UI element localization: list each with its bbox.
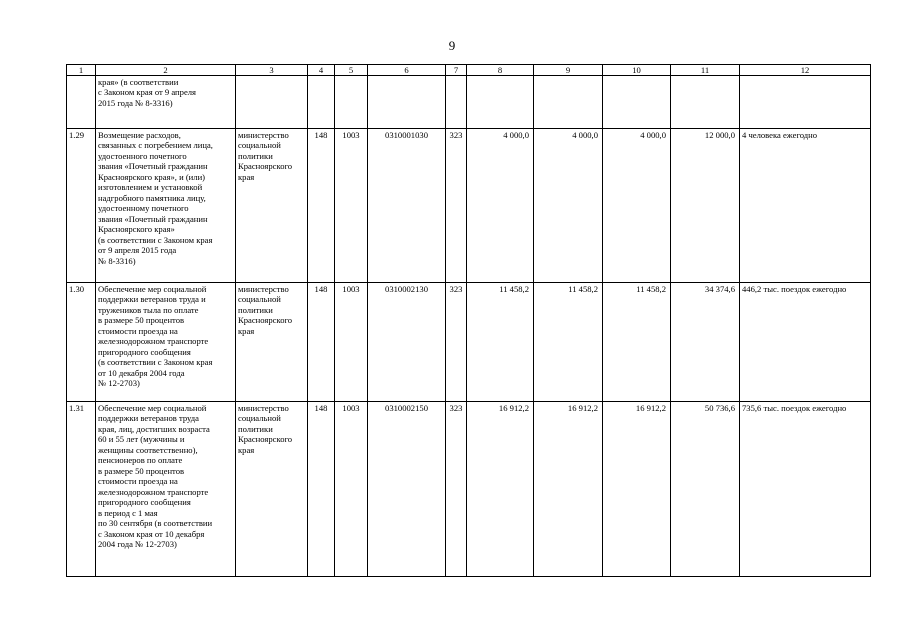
responsible-agency: министерство социальной политики Красноярского края [236, 402, 308, 577]
expected-result: 4 человека ежегодно [740, 129, 871, 283]
amount-cell [467, 76, 534, 129]
expected-result: 446,2 тыс. поездок ежегодно [740, 283, 871, 402]
header-cell: 9 [534, 65, 603, 76]
code-cell: 0310001030 [368, 129, 446, 283]
total-cell: 34 374,6 [671, 283, 740, 402]
table-row [67, 76, 871, 129]
code-cell: 1003 [335, 129, 368, 283]
code-cell [446, 76, 467, 129]
code-cell: 0310002130 [368, 283, 446, 402]
expected-result: 735,6 тыс. поездок ежегодно [740, 402, 871, 577]
header-cell: 7 [446, 65, 467, 76]
amount-cell [603, 76, 671, 129]
amount-cell: 11 458,2 [467, 283, 534, 402]
code-cell [335, 76, 368, 129]
header-cell: 8 [467, 65, 534, 76]
header-cell: 11 [671, 65, 740, 76]
table-row [67, 129, 871, 283]
code-cell: 323 [446, 402, 467, 577]
measure-description: Обеспечение мер социальной поддержки ветеранов труда края, лиц, достигших возраста 60 и 55 лет (мужчины и женщины соответственно), пенсионеров по оплате в размере 50 процентов стоимости проезда на железнодорожном транспорте пригородного сообщения в период с 1 мая по 30 сентября (в соответствии с Законом края от 10 декабря 2004 года № 12-2703) [96, 402, 236, 577]
amount-cell: 4 000,0 [467, 129, 534, 283]
header-cell: 1 [67, 65, 96, 76]
measure-description: Обеспечение мер социальной поддержки ветеранов труда и тружеников тыла по оплате в размере 50 процентов стоимости проезда на железнодорожном транспорте пригородного сообщения (в соответствии с Законом края от 10 декабря 2004 года № 12-2703) [96, 283, 236, 402]
total-cell [671, 76, 740, 129]
header-cell: 4 [308, 65, 335, 76]
code-cell: 148 [308, 283, 335, 402]
page-number: 9 [448, 38, 456, 53]
responsible-agency: министерство социальной политики Красноярского края [236, 129, 308, 283]
header-cell: 5 [335, 65, 368, 76]
measure-description: края» (в соответствии с Законом края от 9 апреля 2015 года № 8-3316) [96, 76, 236, 129]
row-number: 1.29 [67, 129, 96, 283]
code-cell: 323 [446, 129, 467, 283]
code-cell: 148 [308, 129, 335, 283]
header-cell: 6 [368, 65, 446, 76]
amount-cell: 16 912,2 [467, 402, 534, 577]
header-row [67, 65, 871, 76]
responsible-agency: министерство социальной политики Красноярского края [236, 283, 308, 402]
amount-cell: 16 912,2 [603, 402, 671, 577]
header-cell: 12 [740, 65, 871, 76]
code-cell: 1003 [335, 402, 368, 577]
total-cell: 50 736,6 [671, 402, 740, 577]
measure-description: Возмещение расходов, связанных с погребением лица, удостоенного почетного звания «Почетный гражданин Красноярского края», и (или) изготовлением и установкой надгробного памятника лицу, удостоенному почетного звания «Почетный гражданин Красноярского края» (в соответствии с Законом края от 9 апреля 2015 года № 8-3316) [96, 129, 236, 283]
code-cell [368, 76, 446, 129]
code-cell: 0310002150 [368, 402, 446, 577]
budget-table [66, 64, 871, 577]
amount-cell [534, 76, 603, 129]
code-cell: 1003 [335, 283, 368, 402]
amount-cell: 11 458,2 [603, 283, 671, 402]
code-cell: 148 [308, 402, 335, 577]
header-cell: 3 [236, 65, 308, 76]
code-cell [308, 76, 335, 129]
amount-cell: 4 000,0 [534, 129, 603, 283]
responsible-agency [236, 76, 308, 129]
code-cell: 323 [446, 283, 467, 402]
amount-cell: 4 000,0 [603, 129, 671, 283]
amount-cell: 11 458,2 [534, 283, 603, 402]
row-number [67, 76, 96, 129]
amount-cell: 16 912,2 [534, 402, 603, 577]
header-cell: 10 [603, 65, 671, 76]
table-row [67, 402, 871, 577]
header-cell: 2 [96, 65, 236, 76]
row-number: 1.31 [67, 402, 96, 577]
expected-result [740, 76, 871, 129]
table-row [67, 283, 871, 402]
row-number: 1.30 [67, 283, 96, 402]
total-cell: 12 000,0 [671, 129, 740, 283]
